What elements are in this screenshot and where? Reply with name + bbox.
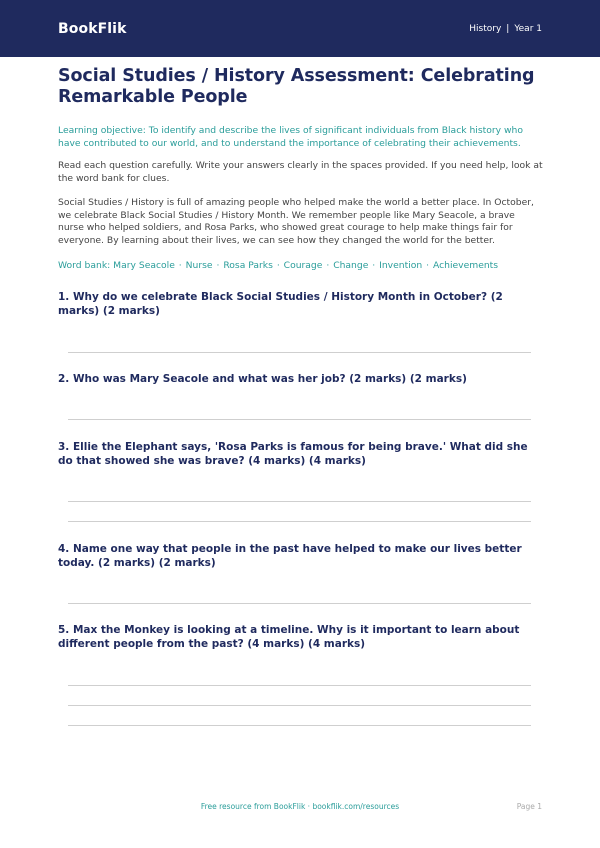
word-bank-word: Change: [333, 260, 369, 271]
word-bank-separator: ·: [326, 260, 330, 271]
word-bank-word: Invention: [379, 260, 423, 271]
page-footer: [0, 802, 600, 816]
learning-objective: Learning objective: To identify and describe the lives of significant individuals from Black history who have contributed to our world, and to understand the importance of celebrating their achievements.: [58, 125, 523, 149]
page-number: Page 1: [516, 802, 542, 811]
word-bank-word: Courage: [283, 260, 323, 271]
word-bank-separator: ·: [216, 260, 220, 271]
answer-line[interactable]: [68, 419, 531, 420]
word-bank-word: Nurse: [185, 260, 213, 271]
answer-line[interactable]: [68, 501, 531, 502]
question-1: 1. Why do we celebrate Black Social Studies / History Month in October? (2 marks) (2 marks): [58, 291, 503, 317]
answer-line[interactable]: [68, 521, 531, 522]
word-bank-word: Achievements: [432, 260, 499, 271]
subject-label: History: [469, 23, 502, 34]
answer-line[interactable]: [68, 352, 531, 353]
question-3: 3. Ellie the Elephant says, 'Rosa Parks is famous for being brave.' What did she do that showed she was brave? (4 marks) (4 marks): [58, 441, 528, 467]
word-bank-separator: ·: [372, 260, 376, 271]
brand-logo: BookFlik: [58, 20, 127, 37]
answer-line[interactable]: [68, 603, 531, 604]
instructions-text: Read each question carefully. Write your answers clearly in the spaces provided. If you need help, look at the word bank for clues.: [58, 160, 543, 184]
word-bank-word: Mary Seacole: [113, 260, 175, 271]
footer-source-link[interactable]: Free resource from BookFlik · bookflik.com/resources: [200, 802, 400, 811]
intro-text: Social Studies / History is full of amazing people who helped make the world a better place. In October, we celebrate Black Social Studies / History Month. We remember people like Mary Seacole, a brave nurse who helped soldiers, and Rosa Parks, who showed great courage to help make things fair for everyone. By learning about their lives, we can see how they changed the world for the better.: [58, 197, 534, 246]
page-title: Social Studies / History Assessment: Celebrating Remarkable People: [58, 66, 535, 107]
word-bank-separator: ·: [178, 260, 182, 271]
answer-line[interactable]: [68, 725, 531, 726]
word-bank-label: Word bank:: [58, 260, 111, 271]
question-5: 5. Max the Monkey is looking at a timeline. Why is it important to learn about different people from the past? (4 marks) (4 marks): [58, 624, 520, 650]
answer-line[interactable]: [68, 705, 531, 706]
meta-separator: |: [506, 23, 510, 34]
question-4: 4. Name one way that people in the past have helped to make our lives better today. (2 marks) (2 marks): [58, 543, 522, 569]
year-label: Year 1: [514, 23, 542, 34]
question-2: 2. Who was Mary Seacole and what was her job? (2 marks) (2 marks): [58, 373, 467, 385]
word-bank-word: Rosa Parks: [223, 260, 273, 271]
answer-line[interactable]: [68, 685, 531, 686]
word-bank-separator: ·: [426, 260, 430, 271]
questions-section: [58, 0, 543, 848]
word-bank-separator: ·: [276, 260, 280, 271]
